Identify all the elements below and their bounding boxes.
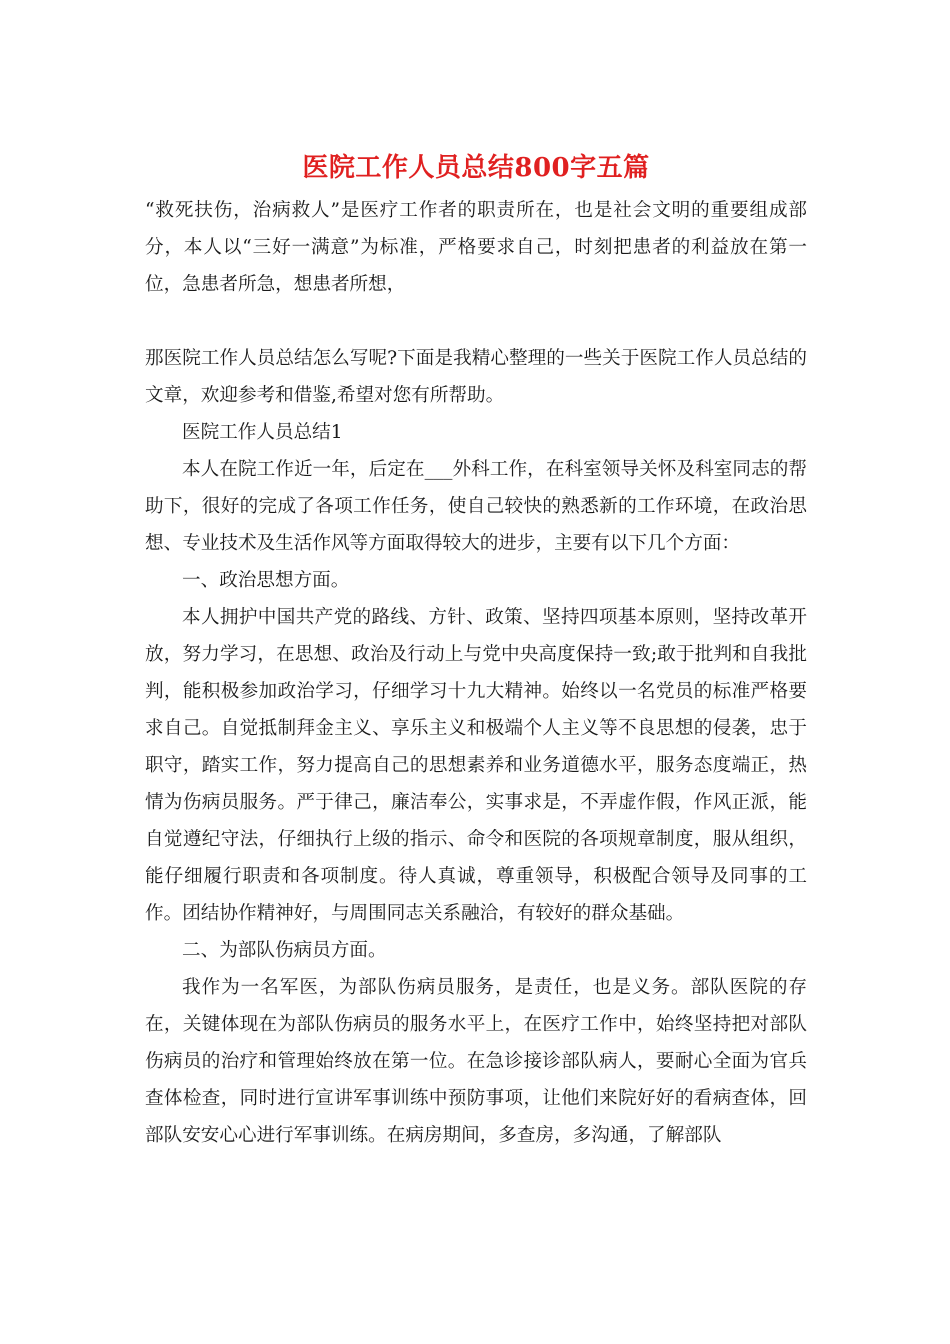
paragraph-gap xyxy=(145,303,807,340)
body-paragraph-3: 我作为一名军医，为部队伤病员服务，是责任，也是义务。部队医院的存在，关键体现在为部队伤病员的服务水平上，在医疗工作中，始终坚持把对部队伤病员的治疗和管理始终放在第一位。在急诊接诊部队病人，要耐心全面为官兵查体检查，同时进行宣讲军事训练中预防事项，让他们来院好好的看病查体，回部队安安心心进行军事训练。在病房期间，多查房，多沟通，了解部队 xyxy=(145,977,807,1146)
lead-paragraph: 那医院工作人员总结怎么写呢?下面是我精心整理的一些关于医院工作人员总结的文章，欢迎参考和借鉴,希望对您有所帮助。 xyxy=(145,348,807,406)
heading-political: 一、政治思想方面。 xyxy=(182,570,350,591)
body-paragraph-2: 本人拥护中国共产党的路线、方针、政策、坚持四项基本原则，坚持改革开放，努力学习，在思想、政治及行动上与党中央高度保持一致;敢于批判和自我批判，能积极参加政治学习，仔细学习十九大精神。始终以一名党员的标准严格要求自己。自觉抵制拜金主义、享乐主义和极端个人主义等不良思想的侵袭，忠于职守，踏实工作，努力提高自己的思想素养和业务道德水平，服务态度端正，热情为伤病员服务。严于律己，廉洁奉公，实事求是，不弄虚作假，作风正派，能自觉遵纪守法，仔细执行上级的指示、命令和医院的各项规章制度，服从组织，能仔细履行职责和各项制度。待人真诚，尊重领导，积极配合领导及同事的工作。团结协作精神好，与周围同志关系融洽，有较好的群众基础。 xyxy=(145,607,807,924)
heading-troops: 二、为部队伤病员方面。 xyxy=(182,940,387,961)
body-paragraph-1: 本人在院工作近一年，后定在___外科工作，在科室领导关怀及科室同志的帮助下，很好的完成了各项工作任务，使自己较快的熟悉新的工作环境，在政治思想、专业技术及生活作风等方面取得较大的进步，主要有以下几个方面： xyxy=(145,459,807,554)
section-title: 医院工作人员总结1 xyxy=(182,422,343,443)
document-title: 医院工作人员总结800字五篇 xyxy=(302,153,650,183)
intro-paragraph: “救死扶伤，治病救人”是医疗工作者的职责所在，也是社会文明的重要组成部分，本人以“三好一满意”为标准，严格要求自己，时刻把患者的利益放在第一位，急患者所急，想患者所想， xyxy=(145,200,807,295)
document-page xyxy=(145,150,807,1154)
